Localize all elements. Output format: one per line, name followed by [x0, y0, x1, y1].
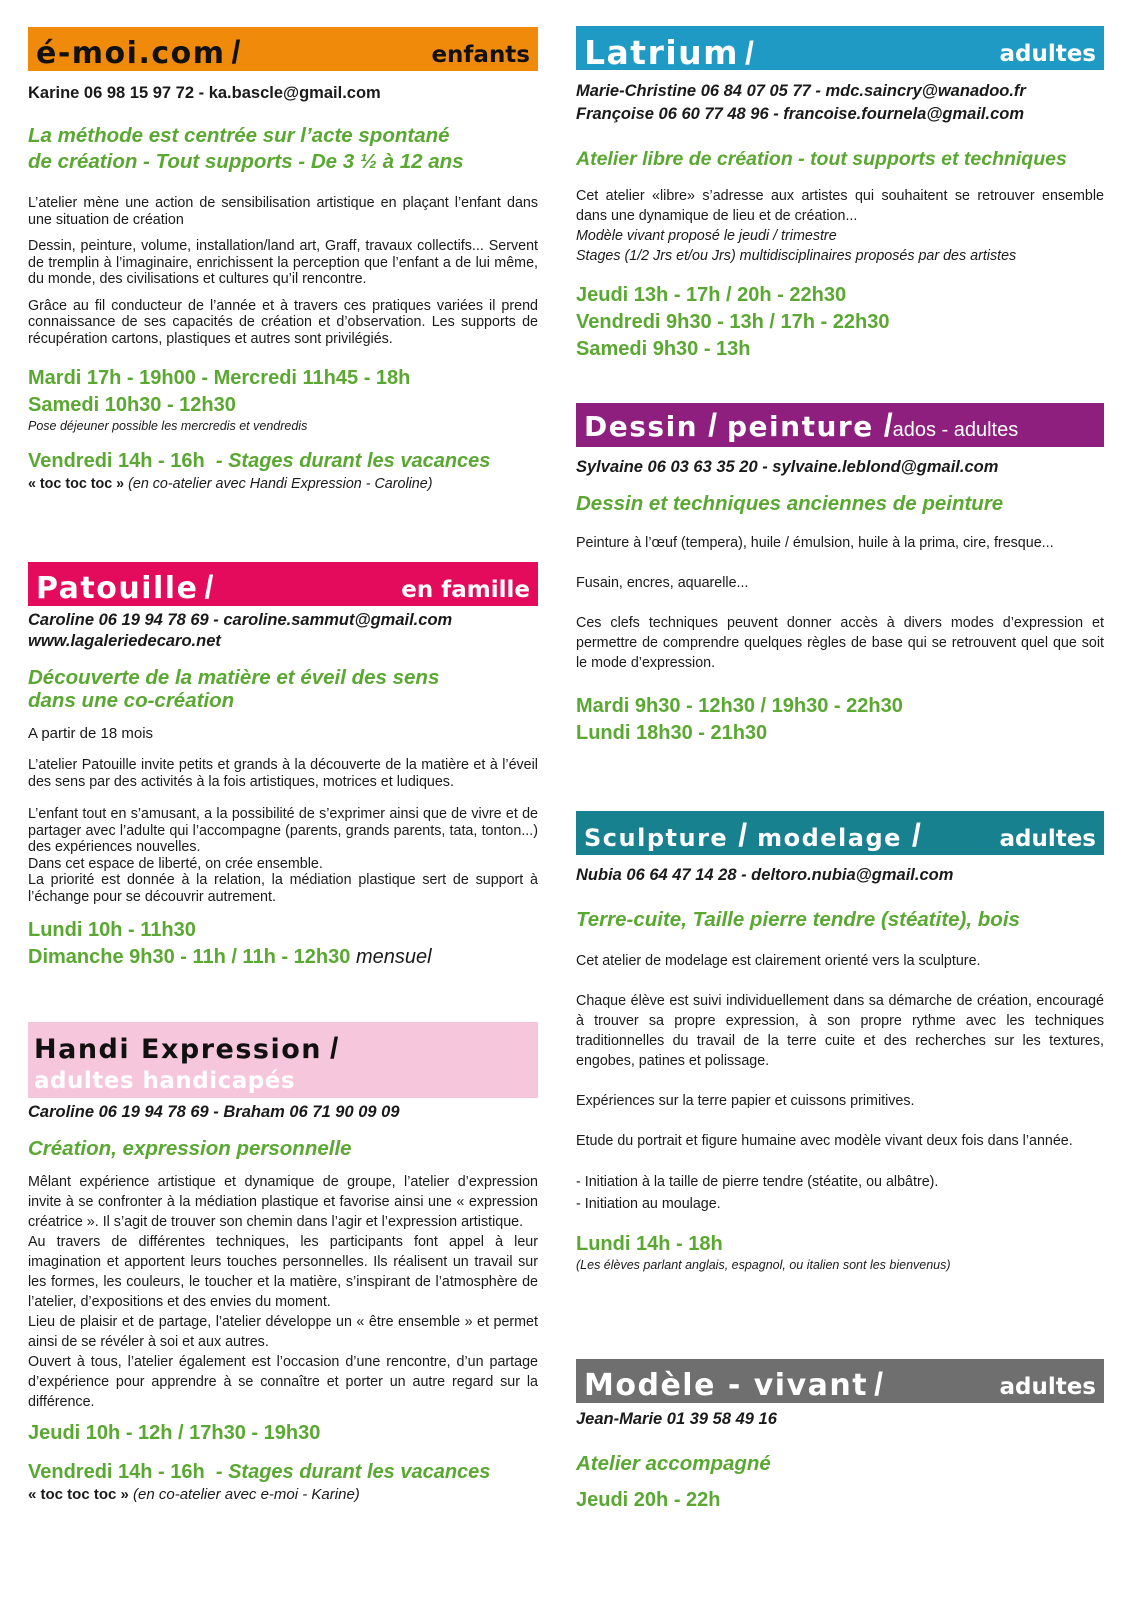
latrium-contact: Marie-Christine 06 84 07 05 77 - mdc.saincry@wanadoo.fr Françoise 06 60 77 48 96 - francoise.fournela@gmail.com	[576, 82, 1026, 123]
latrium-audience: adultes	[999, 41, 1096, 67]
patouille-paragraph-2: L’enfant tout en s’amusant, a la possibilité de s’exprimer ainsi que de vivre et de partager avec l’adulte qui l’accompagne (parents, grands parents, tata, tonton...) des expériences nouvelles. Dans cet espace de liberté, on crée ensemble. La priorité est donnée à la relation, la médiation plastique sert de support à l’échange pour se découvrir autrement.	[28, 806, 538, 905]
sculpture-paragraph-4: Etude du portrait et figure humaine avec modèle vivant deux fois dans l’année.	[576, 1133, 1073, 1149]
section-handi	[28, 1022, 538, 1504]
sculpture-paragraph-2: Chaque élève est suivi individuellement dans sa démarche de création, encouragé à trouver sa propre expression, à son propre rythme avec les techniques traditionnelles du travail de la terre cuite et des recherches sur les textures, engobes, patines et polissage.	[576, 993, 1104, 1069]
dessin-contact: Sylvaine 06 03 63 35 20 - sylvaine.leblond@gmail.com	[576, 458, 999, 476]
emoi-paragraph-3: Grâce au fil conducteur de l’année et à travers ces pratiques variées il prend connaissance de ses capacités de création et d’observation. Les supports de récupération cartons, plastiques et autres sont privilégiés.	[28, 297, 538, 347]
section-emoi	[28, 27, 538, 494]
latrium-heading: Atelier libre de création - tout supports et techniques	[576, 148, 1067, 170]
latrium-header-band	[576, 26, 1104, 70]
handi-subtitle: adultes handicapés	[34, 1068, 296, 1094]
section-latrium	[576, 26, 1104, 363]
sculpture-header-band	[576, 811, 1104, 855]
patouille-heading: Découverte de la matière et éveil des sens dans une co-création	[28, 666, 440, 712]
emoi-contact: Karine 06 98 15 97 72 - ka.bascle@gmail.com	[28, 84, 381, 102]
sculpture-paragraph-3: Expériences sur la terre papier et cuissons primitives.	[576, 1093, 915, 1109]
handi-paragraph: Mêlant expérience artistique et dynamique de groupe, l’atelier d’expression invite à se confronter à la médiation plastique et favorise ainsi une « expression créatrice ». Il s’agit de trouver son chemin dans l’agir et l’expression artistique. Au travers de différentes techniques, les participants font appel à leur imagination et apportent leurs touches personnelles. Ils réalisent un travail sur les formes, les couleurs, le toucher et la matière, s’inspirant de l’atmosphère de l’atelier, d’expositions et des envies du moment. Lieu de plaisir et de partage, l’atelier développe un « être ensemble » et permet ainsi de se révéler à soi et aux autres. Ouvert à tous, l’atelier également est l’occasion d’une rencontre, d’un partage d’expérience pour apprendre à se connaître et porter un autre regard sur la différence.	[28, 1174, 538, 1410]
sculpture-paragraph-1: Cet atelier de modelage est clairement orienté vers la sculpture.	[576, 953, 981, 969]
dessin-header-band	[576, 403, 1104, 447]
patouille-paragraph-1: L’atelier Patouille invite petits et grands à la découverte de la matière et à l’éveil des sens par des activités à la fois artistiques, motrices et ludiques.	[28, 757, 538, 790]
emoi-title: é-moi.com /	[36, 34, 241, 71]
modele-schedule-1: Jeudi 20h - 22h	[576, 1489, 721, 1511]
emoi-paragraph-1: L’atelier mène une action de sensibilisation artistique en plaçant l’enfant dans une situation de création	[28, 195, 538, 228]
section-sculpture	[576, 811, 1104, 1273]
dessin-paragraph-1: Peinture à l’œuf (tempera), huile / émulsion, huile à la prima, cire, fresque...	[576, 535, 1054, 551]
section-patouille	[28, 562, 538, 971]
emoi-heading: La méthode est centrée sur l’acte spontané de création - Tout supports - De 3 ½ à 12 ans	[28, 124, 464, 173]
emoi-schedule-3: Vendredi 14h - 16h - Stages durant les vacances	[28, 450, 491, 472]
patouille-schedule-2: Dimanche 9h30 - 11h / 11h - 12h30 mensuel	[28, 946, 432, 968]
modele-contact: Jean-Marie 01 39 58 49 16	[576, 1410, 777, 1428]
modele-heading: Atelier accompagné	[576, 1452, 771, 1475]
dessin-schedule-1: Mardi 9h30 - 12h30 / 19h30 - 22h30	[576, 695, 903, 717]
patouille-contact: Caroline 06 19 94 78 69 - caroline.sammut@gmail.com www.lagaleriedecaro.net	[28, 611, 453, 650]
patouille-title: Patouille /	[36, 569, 214, 606]
handi-schedule-2: Vendredi 14h - 16h - Stages durant les vacances	[28, 1461, 491, 1483]
dessin-paragraph-2: Fusain, encres, aquarelle...	[576, 575, 749, 591]
latrium-schedule-3: Samedi 9h30 - 13h	[576, 338, 751, 360]
emoi-header-band	[28, 27, 538, 71]
handi-toc: « toc toc toc » (en co-atelier avec e-moi - Karine)	[28, 1486, 360, 1503]
emoi-schedule-2: Samedi 10h30 - 12h30	[28, 394, 236, 416]
emoi-note: Pose déjeuner possible les mercredis et vendredis	[28, 419, 308, 433]
handi-header-band	[28, 1022, 538, 1098]
sculpture-schedule-1: Lundi 14h - 18h	[576, 1233, 723, 1255]
emoi-audience: enfants	[431, 42, 530, 68]
dessin-heading: Dessin et techniques anciennes de peinture	[576, 492, 1004, 515]
dessin-paragraph-3: Ces clefs techniques peuvent donner accès à divers modes d’expression et permettre de comprendre quelques règles de base qui se retrouvent quel que soit le mode d’expression.	[576, 615, 1104, 671]
section-modele	[576, 1359, 1104, 1514]
patouille-age: A partir de 18 mois	[28, 725, 154, 742]
latrium-schedule-2: Vendredi 9h30 - 13h / 17h - 22h30	[576, 311, 890, 333]
handi-schedule-1: Jeudi 10h - 12h / 17h30 - 19h30	[28, 1422, 321, 1444]
modele-title: Modèle - vivant /	[584, 1366, 883, 1403]
dessin-title: Dessin / peinture /ados - adultes	[584, 407, 1019, 443]
latrium-paragraph: Cet atelier «libre» s’adresse aux artistes qui souhaitent se retrouver ensemble dans une dynamique de lieu et de création... Modèle vivant proposé le jeudi / trimestre Stages (1/2 Jrs et/ou Jrs) multidisciplinaires proposés par des artistes	[576, 188, 1104, 264]
handi-heading: Création, expression personnelle	[28, 1137, 352, 1160]
latrium-schedule-1: Jeudi 13h - 17h / 20h - 22h30	[576, 284, 847, 306]
section-dessin	[576, 403, 1104, 747]
sculpture-contact: Nubia 06 64 47 14 28 - deltoro.nubia@gmail.com	[576, 866, 954, 884]
sculpture-audience: adultes	[999, 826, 1096, 852]
patouille-audience: en famille	[401, 577, 530, 603]
latrium-title: Latrium /	[584, 33, 754, 72]
handi-contact: Caroline 06 19 94 78 69 - Braham 06 71 90 09 09	[28, 1103, 400, 1121]
emoi-paragraph-2: Dessin, peinture, volume, installation/land art, Graff, travaux collectifs... Servent de tremplin à l’imaginaire, enrichissent la perception que l’enfant a de lui même, du monde, des civilisations et cultures qu’il rencontre.	[28, 238, 538, 287]
patouille-header-band	[28, 562, 538, 606]
sculpture-title: Sculpture / modelage /	[584, 817, 921, 853]
dessin-schedule-2: Lundi 18h30 - 21h30	[576, 722, 768, 744]
patouille-schedule-1: Lundi 10h - 11h30	[28, 919, 196, 941]
sculpture-note: (Les élèves parlant anglais, espagnol, ou italien sont les bienvenus)	[576, 1258, 951, 1272]
modele-header-band	[576, 1359, 1104, 1403]
emoi-toc: « toc toc toc » (en co-atelier avec Handi Expression - Caroline)	[28, 476, 433, 492]
sculpture-heading: Terre-cuite, Taille pierre tendre (stéatite), bois	[576, 908, 1020, 931]
sculpture-paragraph-5: - Initiation à la taille de pierre tendre (stéatite, ou albâtre). - Initiation au moulage.	[576, 1174, 939, 1212]
emoi-schedule-1: Mardi 17h - 19h00 - Mercredi 11h45 - 18h	[28, 367, 411, 389]
handi-title: Handi Expression /	[34, 1032, 340, 1065]
modele-audience: adultes	[999, 1374, 1096, 1400]
